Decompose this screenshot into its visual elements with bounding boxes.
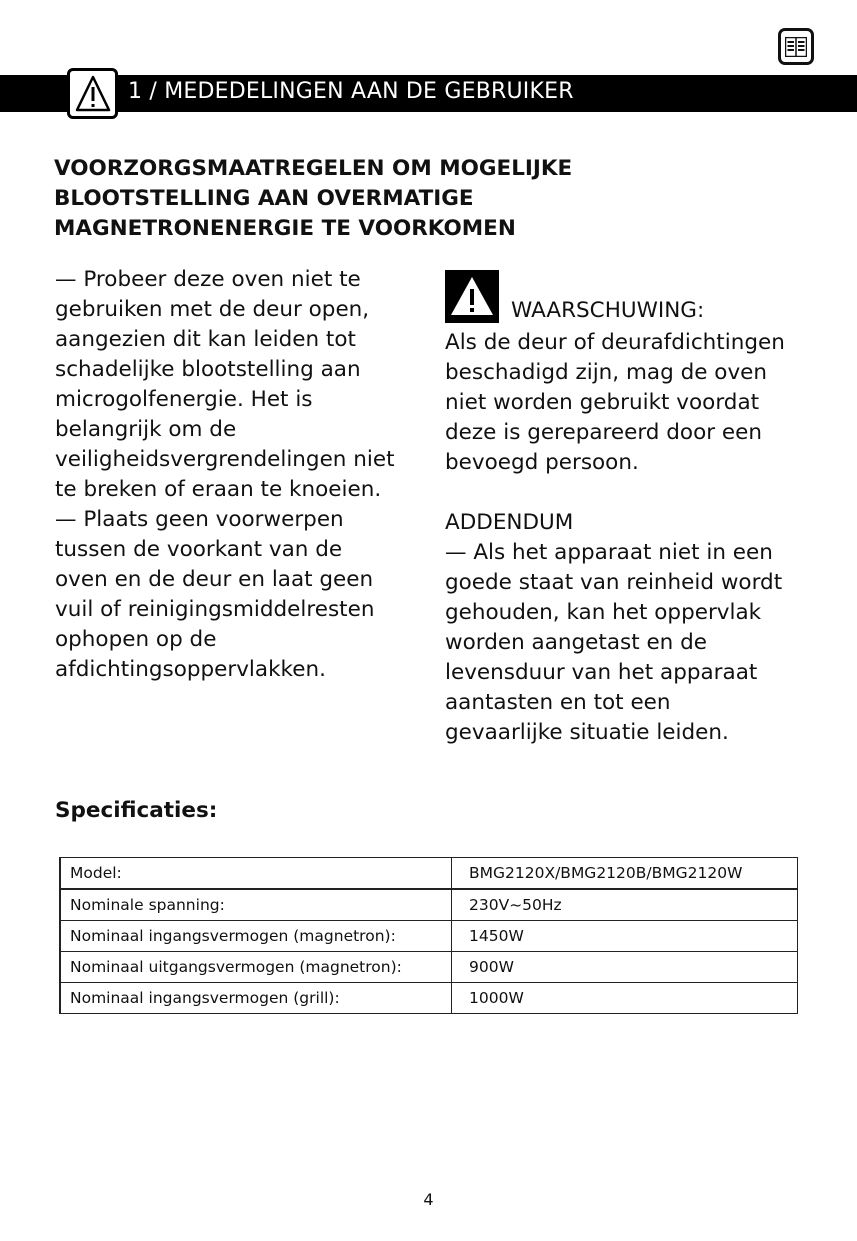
section-title: 1 / MEDEDELINGEN AAN DE GEBRUIKER: [128, 79, 574, 104]
table-row: [60, 921, 798, 952]
text-line: schadelijke blootstelling aan: [55, 357, 361, 382]
table-row: [60, 983, 798, 1014]
text-line: belangrijk om de: [55, 417, 237, 442]
text-line: — Als het apparaat niet in een: [445, 540, 773, 565]
text-line: ophopen op de: [55, 627, 217, 652]
spec-label: Nominaal ingangsvermogen (magnetron):: [60, 921, 452, 952]
warning-label: WAARSCHUWING:: [511, 298, 705, 323]
text-line: — Plaats geen voorwerpen: [55, 507, 344, 532]
text-line: veiligheidsvergrendelingen niet: [55, 447, 395, 472]
table-row: [60, 952, 798, 983]
addendum-heading: ADDENDUM: [445, 510, 574, 535]
text-line: levensduur van het apparaat: [445, 660, 758, 685]
spec-label: Nominaal ingangsvermogen (grill):: [60, 983, 452, 1014]
text-line: Als de deur of deurafdichtingen: [445, 330, 785, 355]
specs-table: [59, 857, 798, 1014]
text-line: deze is gerepareerd door een: [445, 420, 762, 445]
blank-line: [445, 478, 825, 508]
text-line: oven en de deur en laat geen: [55, 567, 374, 592]
text-line: — Probeer deze oven niet te: [55, 267, 361, 292]
instruction-manual-icon: [778, 28, 814, 65]
heading-line: VOORZORGSMAATREGELEN OM MOGELIJKE: [54, 156, 573, 181]
text-line: goede staat van reinheid wordt: [445, 570, 783, 595]
table-row: [60, 858, 798, 890]
left-column: [55, 265, 425, 685]
heading-line: MAGNETRONENERGIE TE VOORKOMEN: [54, 216, 516, 241]
page-number: 4: [423, 1190, 434, 1209]
text-line: aantasten en tot een: [445, 690, 671, 715]
warning-triangle-icon: [67, 68, 118, 119]
text-line: afdichtingsoppervlakken.: [55, 657, 326, 682]
warning-sign-icon: [445, 270, 499, 323]
spec-value: 1450W: [452, 921, 798, 952]
text-line: beschadigd zijn, mag de oven: [445, 360, 768, 385]
text-line: microgolfenergie. Het is: [55, 387, 313, 412]
spec-label: Nominaal uitgangsvermogen (magnetron):: [60, 952, 452, 983]
spec-value: BMG2120X/BMG2120B/BMG2120W: [452, 858, 798, 890]
text-line: tussen de voorkant van de: [55, 537, 343, 562]
page-heading: [54, 154, 654, 244]
text-line: niet worden gebruikt voordat: [445, 390, 760, 415]
specs-title: Specificaties:: [55, 798, 218, 823]
spec-value: 900W: [452, 952, 798, 983]
text-line: worden aangetast en de: [445, 630, 708, 655]
text-line: gevaarlijke situatie leiden.: [445, 720, 729, 745]
text-line: vuil of reinigingsmiddelresten: [55, 597, 375, 622]
text-line: gehouden, kan het oppervlak: [445, 600, 762, 625]
text-line: te breken of eraan te knoeien.: [55, 477, 382, 502]
right-column: [445, 328, 825, 748]
spec-value: 230V~50Hz: [452, 889, 798, 921]
table-row: [60, 889, 798, 921]
text-line: bevoegd persoon.: [445, 450, 639, 475]
heading-line: BLOOTSTELLING AAN OVERMATIGE: [54, 186, 474, 211]
spec-label: Nominale spanning:: [60, 889, 452, 921]
spec-label: Model:: [60, 858, 452, 890]
spec-value: 1000W: [452, 983, 798, 1014]
text-line: gebruiken met de deur open,: [55, 297, 370, 322]
text-line: aangezien dit kan leiden tot: [55, 327, 356, 352]
